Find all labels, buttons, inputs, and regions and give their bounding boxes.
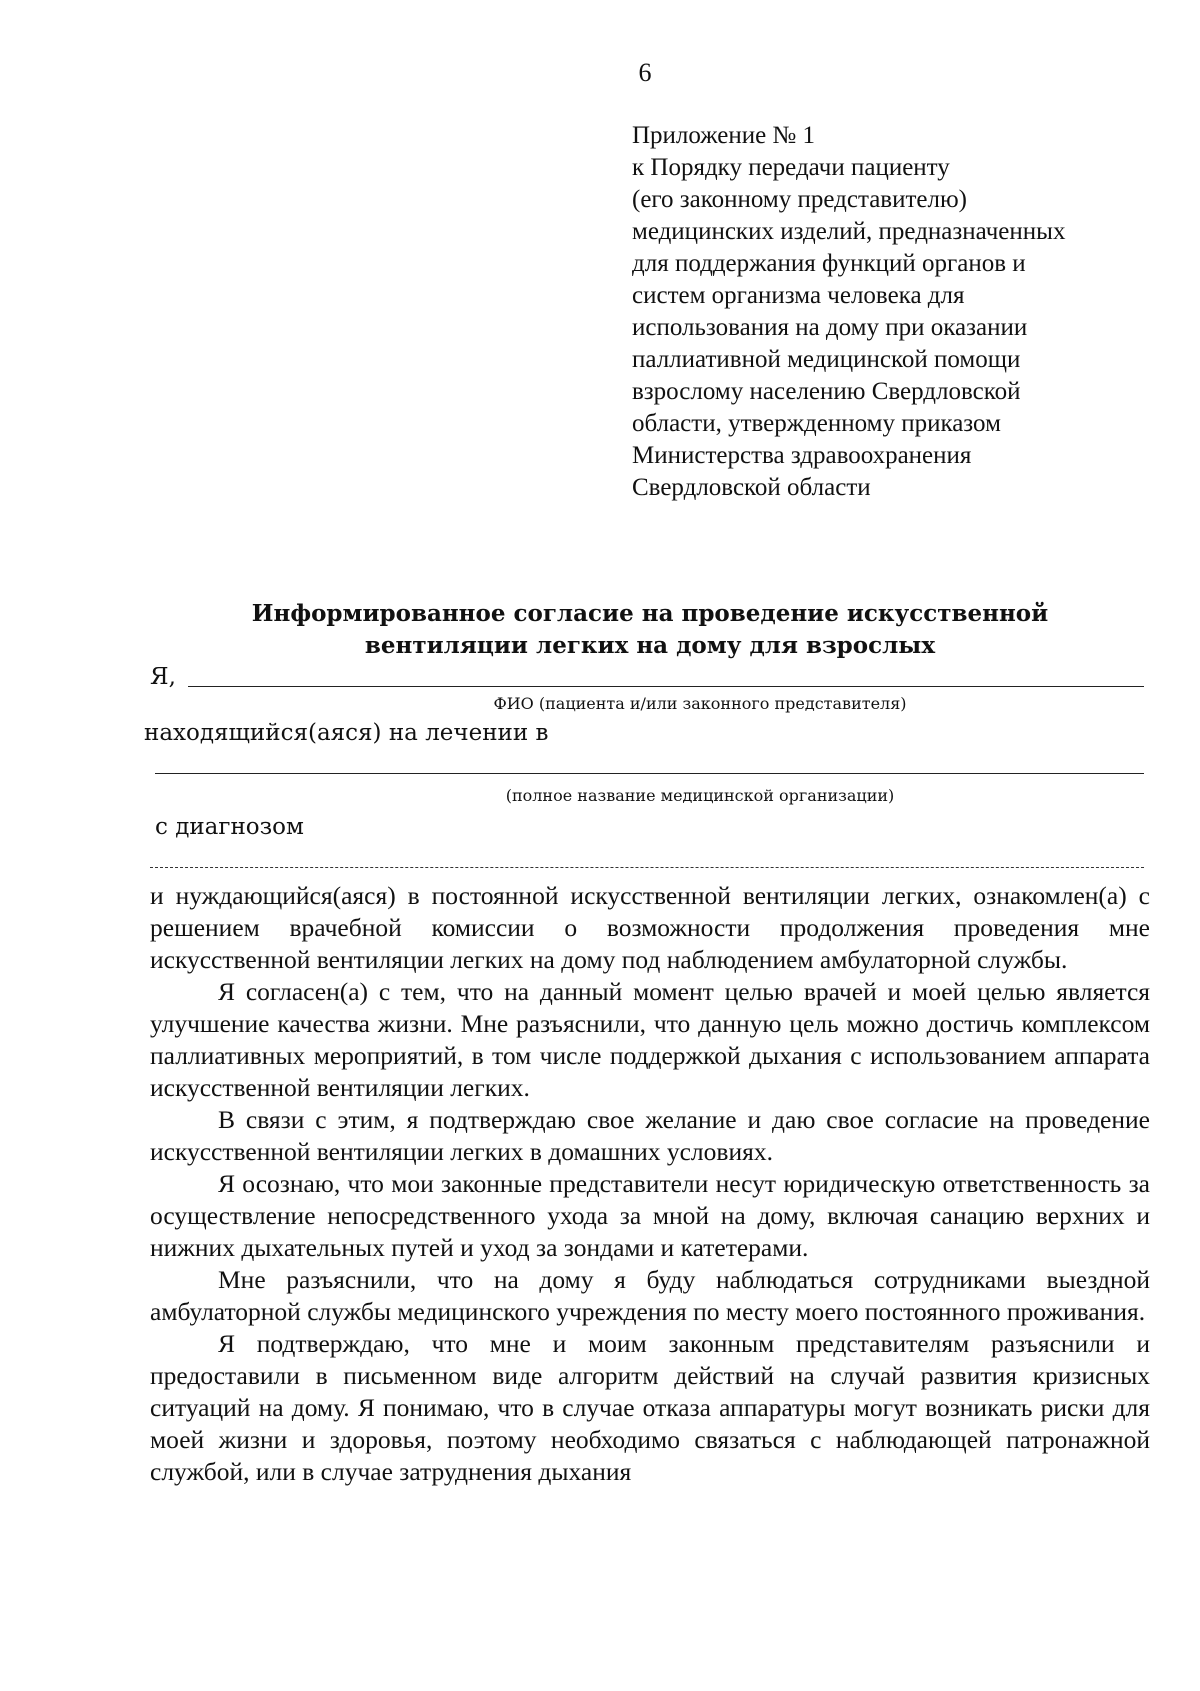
appendix-line: Свердловской области bbox=[632, 474, 871, 501]
form-title-line: вентиляции легких на дому для взрослых bbox=[364, 632, 936, 659]
consent-paragraph: Я осознаю, что мои законные представители несут юридическую ответственность за осуществление непосредственного ухода за мной на дому, включая санацию верхних и нижних дыхательных путей и уход за зондами и катетерами. bbox=[150, 1169, 1150, 1262]
appendix-line: (его законному представителю) bbox=[632, 186, 967, 213]
consent-paragraph: и нуждающийся(аяся) в постоянной искусственной вентиляции легких, ознакомлен(а) с решением врачебной комиссии о возможности продолжения проведения мне искусственной вентиляции легких на дому под наблюдением амбулаторной службы. bbox=[150, 881, 1150, 974]
diagnosis-label: с диагнозом bbox=[155, 814, 304, 840]
appendix-line: взрослому населению Свердловской bbox=[632, 378, 1021, 405]
appendix-line: Приложение № 1 bbox=[632, 122, 816, 149]
diagnosis-field-line[interactable] bbox=[150, 867, 1144, 868]
appendix-line: области, утвержденному приказом bbox=[632, 410, 1001, 437]
form-title bbox=[150, 598, 1150, 662]
name-field-line[interactable] bbox=[188, 686, 1144, 687]
appendix-line: медицинских изделий, предназначенных bbox=[632, 218, 1066, 245]
page-number: 6 bbox=[638, 58, 652, 87]
appendix-line: для поддержания функций органов и bbox=[632, 250, 1026, 277]
consent-paragraph: Я подтверждаю, что мне и моим законным представителям разъяснили и предоставили в письменном виде алгоритм действий на случай развития кризисных ситуаций на дому. Я понимаю, что в случае отказа аппаратуры могут возникать риски для моей жизни и здоровья, поэтому необходимо связаться с наблюдающей патронажной службой, или в случае затруднения дыхания bbox=[150, 1329, 1150, 1486]
form-title-line: Информированное согласие на проведение искусственной bbox=[251, 600, 1049, 627]
consent-paragraph: Мне разъяснили, что на дому я буду наблюдаться сотрудниками выездной амбулаторной службы медицинского учреждения по месту моего постоянного проживания. bbox=[150, 1265, 1150, 1326]
treatment-label: находящийся(аяся) на лечении в bbox=[144, 720, 549, 746]
appendix-header bbox=[632, 120, 1152, 504]
name-field-caption: ФИО (пациента и/или законного представителя) bbox=[493, 694, 907, 713]
consent-paragraph: Я согласен(а) с тем, что на данный момент целью врачей и моей целью является улучшение качества жизни. Мне разъяснили, что данную цель можно достичь комплексом паллиативных мероприятий, в том числе поддержкой дыхания с использованием аппарата искусственной вентиляции легких. bbox=[150, 977, 1150, 1102]
appendix-line: использования на дому при оказании bbox=[632, 314, 1028, 341]
name-prefix: Я, bbox=[150, 664, 176, 690]
consent-paragraph: В связи с этим, я подтверждаю свое желание и даю свое согласие на проведение искусственной вентиляции легких в домашних условиях. bbox=[150, 1105, 1150, 1166]
appendix-line: систем организма человека для bbox=[632, 282, 965, 309]
appendix-line: Министерства здравоохранения bbox=[632, 442, 972, 469]
appendix-line: паллиативной медицинской помощи bbox=[632, 346, 1021, 373]
organization-field-line[interactable] bbox=[155, 773, 1144, 774]
appendix-line: к Порядку передачи пациенту bbox=[632, 154, 950, 181]
organization-field-caption: (полное название медицинской организации) bbox=[505, 786, 895, 805]
consent-body bbox=[150, 880, 1150, 1488]
